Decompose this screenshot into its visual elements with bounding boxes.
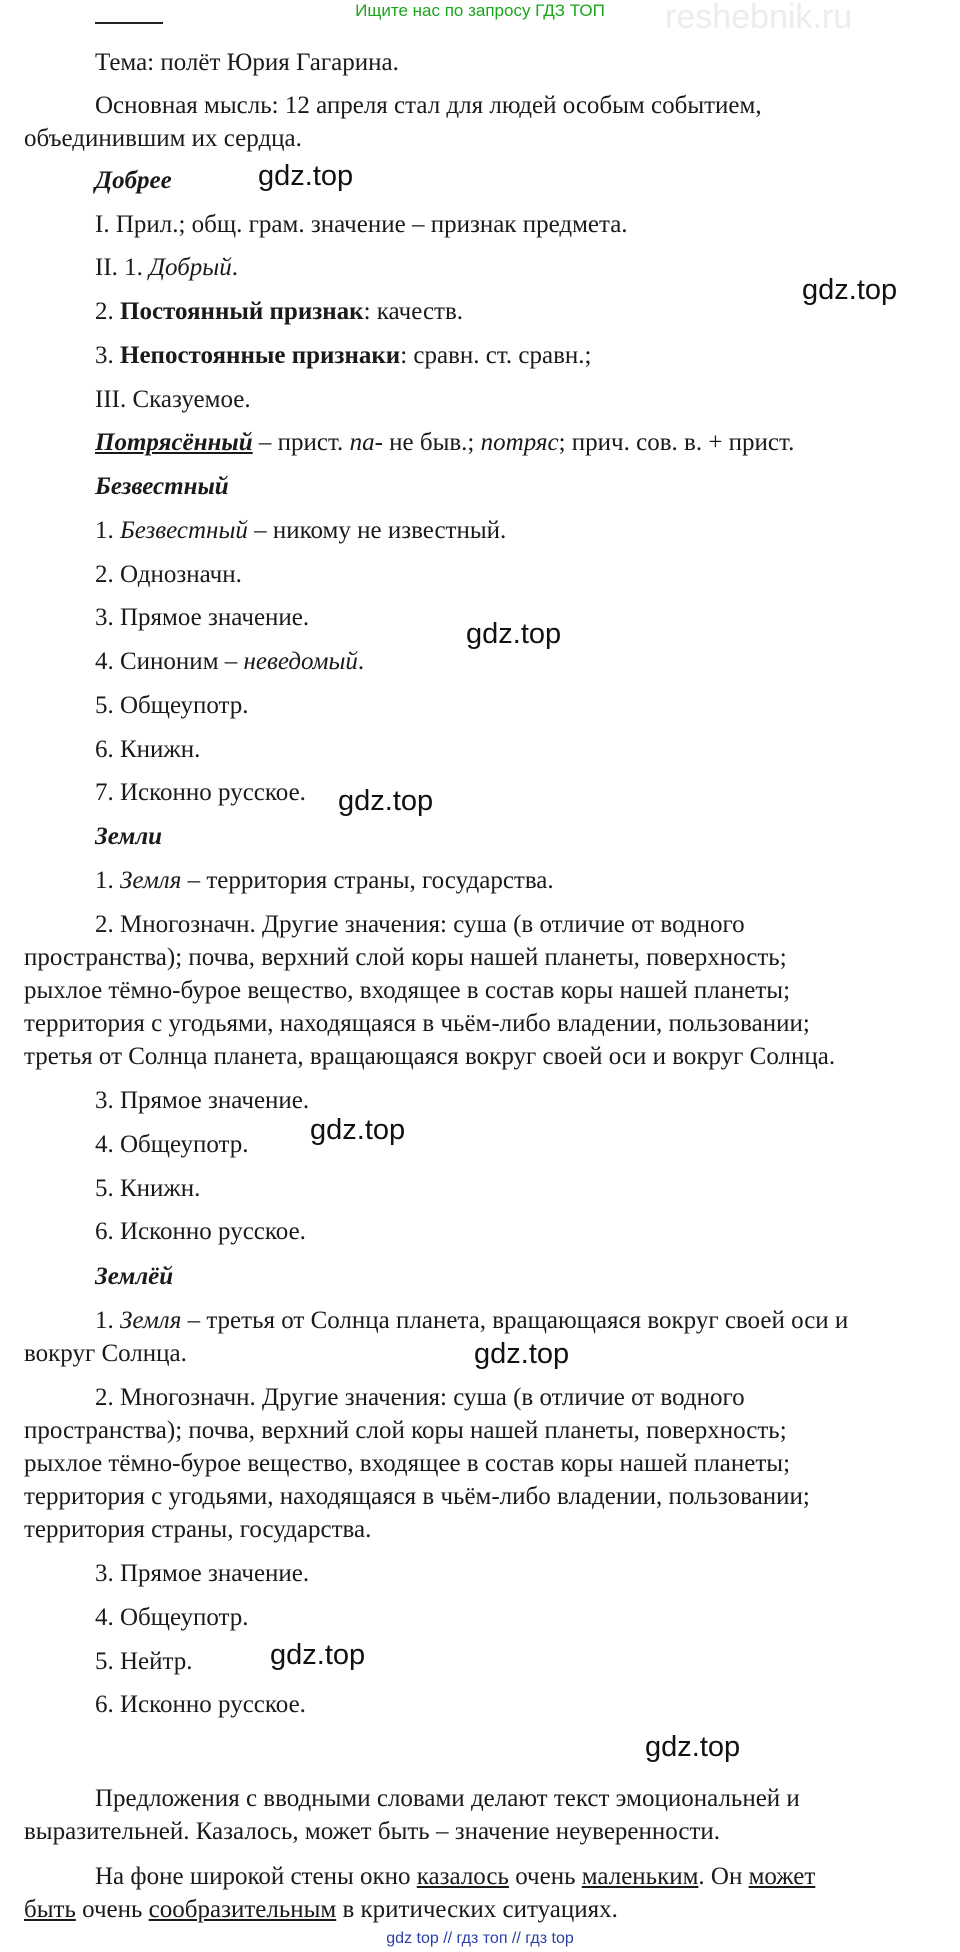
section-title-zemlyoy: Землёй [95, 1263, 174, 1290]
theme-line: Тема: полёт Юрия Гагарина. [95, 49, 399, 76]
watermark-text: gdz.top [270, 1639, 366, 1671]
intro-words-line-1: Предложения с вводными словами делают текст эмоциональней и [95, 1785, 800, 1812]
main-idea-line-1: Основная мысль: 12 апреля стал для людей особым событием, [95, 92, 762, 119]
zemlyoy-line-4: 4. Общеупотр. [95, 1604, 249, 1631]
footer-links[interactable]: gdz top // гдз топ // гдз top [386, 1930, 574, 1947]
bezvestny-line-1: 1. Безвестный – никому не известный. [95, 517, 507, 544]
zemli-line-6: 6. Исконно русское. [95, 1218, 306, 1245]
watermark-text: gdz.top [466, 618, 562, 650]
main-idea-line-2: объединившим их сердца. [24, 125, 302, 152]
zemli-line-2b: пространства); почва, верхний слой коры нашей планеты, поверхность; [24, 944, 787, 971]
zemlyoy-line-2e: территория страны, государства. [24, 1516, 372, 1543]
zemlyoy-line-2c: рыхлое тёмно-бурое вещество, входящее в состав коры нашей планеты; [24, 1450, 791, 1477]
top-rule [95, 22, 163, 24]
potryasenny-line: Потрясённый – прист. па- не быв.; потряс; прич. сов. в. + прист. [95, 429, 795, 456]
dobree-line-3: 2. Постоянный признак: качеств. [95, 298, 464, 325]
zemlyoy-line-2d: территория с угодьями, находящаяся в чьём-либо владении, пользовании; [24, 1483, 810, 1510]
zemlyoy-line-5: 5. Нейтр. [95, 1648, 193, 1675]
example-line-1: На фоне широкой стены окно казалось очень маленьким. Он может [95, 1863, 816, 1890]
watermark-text: gdz.top [258, 160, 354, 192]
faded-brand-text: reshebnik.ru [665, 0, 853, 36]
search-hint-banner: Ищите нас по запросу ГДЗ ТОП [355, 1, 605, 20]
bezvestny-line-2: 2. Однозначн. [95, 561, 242, 588]
zemli-line-2e: третья от Солнца планета, вращающаяся вокруг своей оси и вокруг Солнца. [24, 1043, 836, 1070]
section-title-zemli: Земли [95, 823, 163, 850]
dobree-line-1: I. Прил.; общ. грам. значение – признак предмета. [95, 211, 628, 238]
bezvestny-line-5: 5. Общеупотр. [95, 692, 249, 719]
watermark-text: gdz.top [474, 1338, 570, 1370]
zemlyoy-line-1b: вокруг Солнца. [24, 1340, 187, 1367]
zemli-line-2d: территория с угодьями, находящаяся в чьём-либо владении, пользовании; [24, 1010, 810, 1037]
watermark-text: gdz.top [310, 1114, 406, 1146]
section-title-dobree: Добрее [95, 167, 172, 194]
bezvestny-line-3: 3. Прямое значение. [95, 604, 310, 631]
watermark-text: gdz.top [645, 1731, 741, 1763]
zemli-line-1: 1. Земля – территория страны, государства. [95, 867, 554, 894]
bezvestny-line-7: 7. Исконно русское. [95, 779, 306, 806]
zemli-line-2a: 2. Многозначн. Другие значения: суша (в отличие от водного [95, 911, 745, 938]
bezvestny-line-4: 4. Синоним – неведомый. [95, 648, 365, 675]
zemlyoy-line-2a: 2. Многозначн. Другие значения: суша (в отличие от водного [95, 1384, 745, 1411]
intro-words-line-2: выразительней. Казалось, может быть – значение неуверенности. [24, 1818, 721, 1845]
watermark-text: gdz.top [338, 785, 434, 817]
zemlyoy-line-3: 3. Прямое значение. [95, 1560, 310, 1587]
section-title-bezvestny: Безвестный [95, 473, 229, 500]
dobree-line-5: III. Сказуемое. [95, 386, 251, 413]
zemlyoy-line-2b: пространства); почва, верхний слой коры нашей планеты, поверхность; [24, 1417, 787, 1444]
dobree-line-2: II. 1. Добрый. [95, 254, 238, 281]
zemli-line-4: 4. Общеупотр. [95, 1131, 249, 1158]
watermark-text: gdz.top [802, 274, 898, 306]
zemli-line-2c: рыхлое тёмно-бурое вещество, входящее в состав коры нашей планеты; [24, 977, 791, 1004]
zemlyoy-line-1: 1. Земля – третья от Солнца планета, вращающаяся вокруг своей оси и [95, 1307, 849, 1334]
example-line-2: быть очень сообразительным в критических ситуациях. [24, 1896, 618, 1923]
dobree-line-4: 3. Непостоянные признаки: сравн. ст. сравн.; [95, 342, 592, 369]
zemli-line-5: 5. Книжн. [95, 1175, 201, 1202]
bezvestny-line-6: 6. Книжн. [95, 736, 201, 763]
zemlyoy-line-6: 6. Исконно русское. [95, 1691, 306, 1718]
zemli-line-3: 3. Прямое значение. [95, 1087, 310, 1114]
